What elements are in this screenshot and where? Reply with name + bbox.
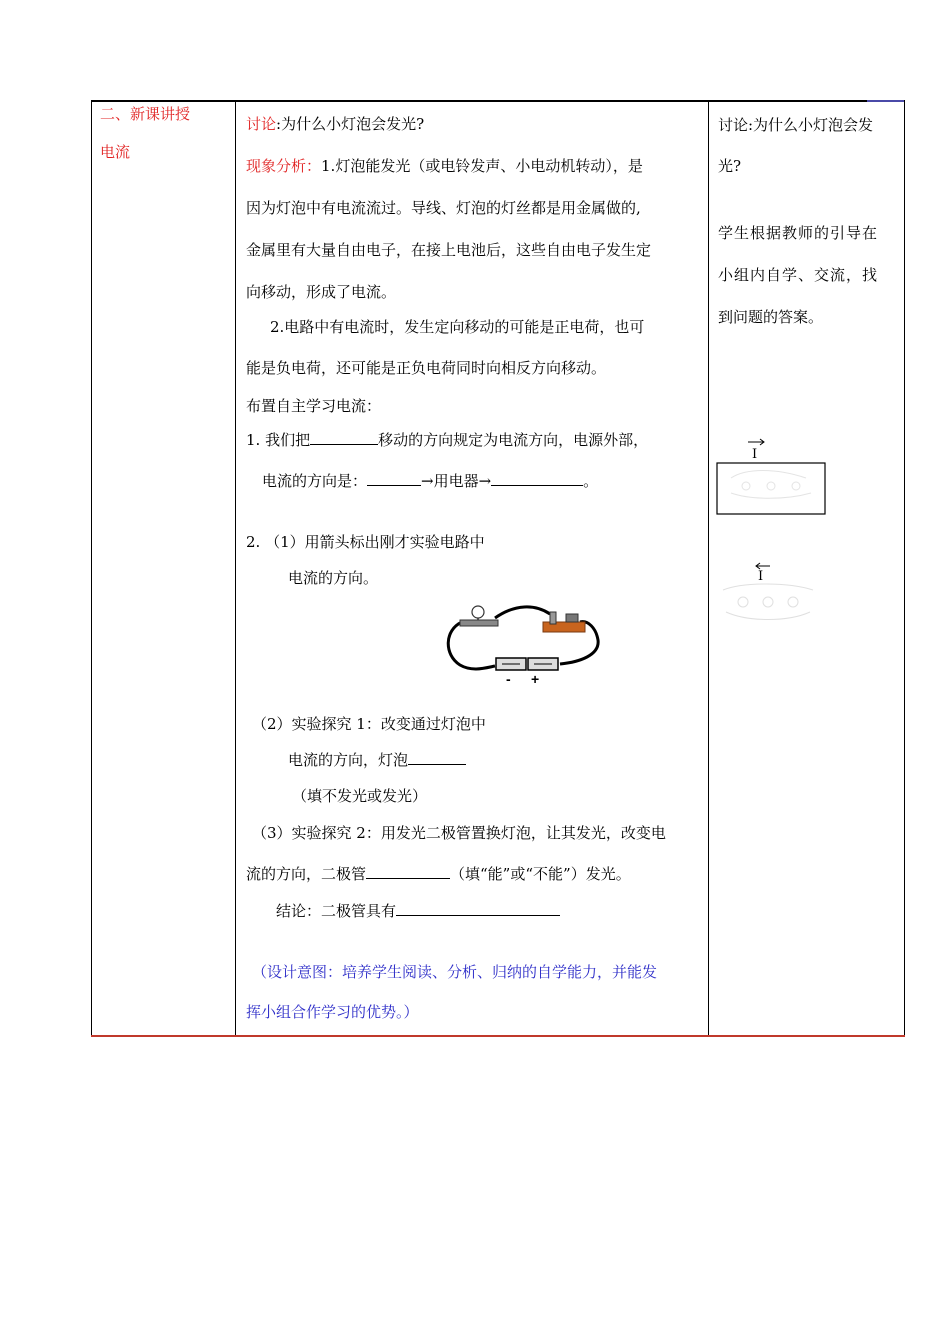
- conclusion-text: 结论：二极管具有: [276, 902, 397, 920]
- discussion-text: :为什么小灯泡会发光?: [276, 115, 425, 133]
- analysis-text-1: 1.灯泡能发光（或电铃发声、小电动机转动），是: [321, 157, 643, 175]
- discussion-heading: [246, 114, 424, 134]
- design-intent-line-1: （设计意图：培养学生阅读、分析、归纳的自学能力，并能发: [252, 963, 658, 981]
- assignment-heading: 布置自主学习电流：: [246, 397, 382, 415]
- q1-end: 。: [583, 472, 599, 490]
- design-intent-line-2: 挥小组合作学习的优势。）: [246, 1003, 419, 1021]
- exp2-hint: （填“能”或“不能”）发光。: [450, 865, 631, 883]
- battery-minus-label: -: [506, 671, 511, 687]
- column-divider-1: [235, 100, 236, 1036]
- q1-arrow-text: →用电器→: [421, 472, 492, 490]
- experiment-1-line-2: [288, 750, 466, 770]
- table-right-border: [904, 100, 905, 1036]
- wire-left: [448, 622, 495, 669]
- current-direction-figure-1: [716, 438, 826, 516]
- question-2-line-2: 电流的方向。: [288, 569, 379, 587]
- table-top-border-accent: [867, 100, 905, 102]
- question-2-line-1: 2. （1）用箭头标出刚才实验电路中: [246, 533, 485, 551]
- experiment-1-hint: （填不发光或发光）: [292, 787, 428, 805]
- figure-1-faint-circuit: [731, 471, 811, 499]
- battery-icon: [496, 658, 558, 670]
- figure-2-faint-circuit: [723, 584, 813, 620]
- analysis-line-3: 金属里有大量自由电子，在接上电池后，这些自由电子发生定: [246, 241, 652, 259]
- analysis-label: 现象分析：: [246, 157, 322, 175]
- question-1-line-1: [246, 430, 648, 450]
- topic-label: 电流: [100, 143, 131, 161]
- q1-prefix: 1. 我们把: [246, 431, 311, 449]
- experiment-2-line-1: （3）实验探究 2：用发光二极管置换灯泡，让其发光，改变电: [252, 824, 666, 842]
- column-divider-2: [708, 100, 709, 1036]
- experiment-2-line-2: [246, 864, 631, 884]
- discussion-label: 讨论: [246, 115, 277, 133]
- blank-5[interactable]: [366, 864, 450, 879]
- wire-top: [495, 607, 550, 618]
- analysis-line-4: 向移动，形成了电流。: [246, 283, 397, 301]
- current-direction-figure-2: [718, 562, 818, 630]
- student-discussion-line-2: 光?: [718, 157, 742, 175]
- student-activity-line-2: 小组内自学、交流，找: [718, 266, 879, 284]
- battery-plus-label: +: [531, 671, 540, 687]
- circuit-diagram: [440, 600, 610, 690]
- blank-3[interactable]: [491, 471, 583, 486]
- student-discussion-line-1: 讨论:为什么小灯泡会发: [718, 116, 874, 134]
- bulb-icon: [460, 606, 498, 626]
- table-bottom-border: [91, 1035, 905, 1037]
- table-top-border: [91, 100, 867, 102]
- student-activity-line-1: 学生根据教师的引导在: [718, 224, 879, 242]
- student-activity-line-3: 到问题的答案。: [718, 308, 824, 326]
- section-title: 二、新课讲授: [100, 105, 191, 123]
- blank-4[interactable]: [408, 750, 466, 765]
- table-left-border: [91, 100, 92, 1036]
- analysis-line-1: [246, 156, 643, 176]
- blank-1[interactable]: [310, 430, 378, 445]
- current-label-1: I: [752, 447, 758, 462]
- q1-suffix: 移动的方向规定为电流方向，电源外部，: [378, 431, 649, 449]
- exp2-text: 流的方向，二极管: [246, 865, 367, 883]
- point2-line-2: 能是负电荷，还可能是正负电荷同时向相反方向移动。: [246, 359, 607, 377]
- blank-2[interactable]: [367, 471, 421, 486]
- point2-line-1: 2.电路中有电流时，发生定向移动的可能是正电荷，也可: [270, 318, 645, 336]
- question-1-line-2: [262, 471, 598, 491]
- blank-6[interactable]: [396, 901, 560, 916]
- analysis-line-2: 因为灯泡中有电流流过。导线、灯泡的灯丝都是用金属做的,: [246, 199, 641, 217]
- conclusion-line: [276, 901, 560, 921]
- q1-direction-label: 电流的方向是：: [262, 472, 368, 490]
- current-label-2: I: [758, 569, 764, 584]
- experiment-1-line-1: （2）实验探究 1：改变通过灯泡中: [252, 715, 486, 733]
- exp1-text: 电流的方向，灯泡: [288, 751, 409, 769]
